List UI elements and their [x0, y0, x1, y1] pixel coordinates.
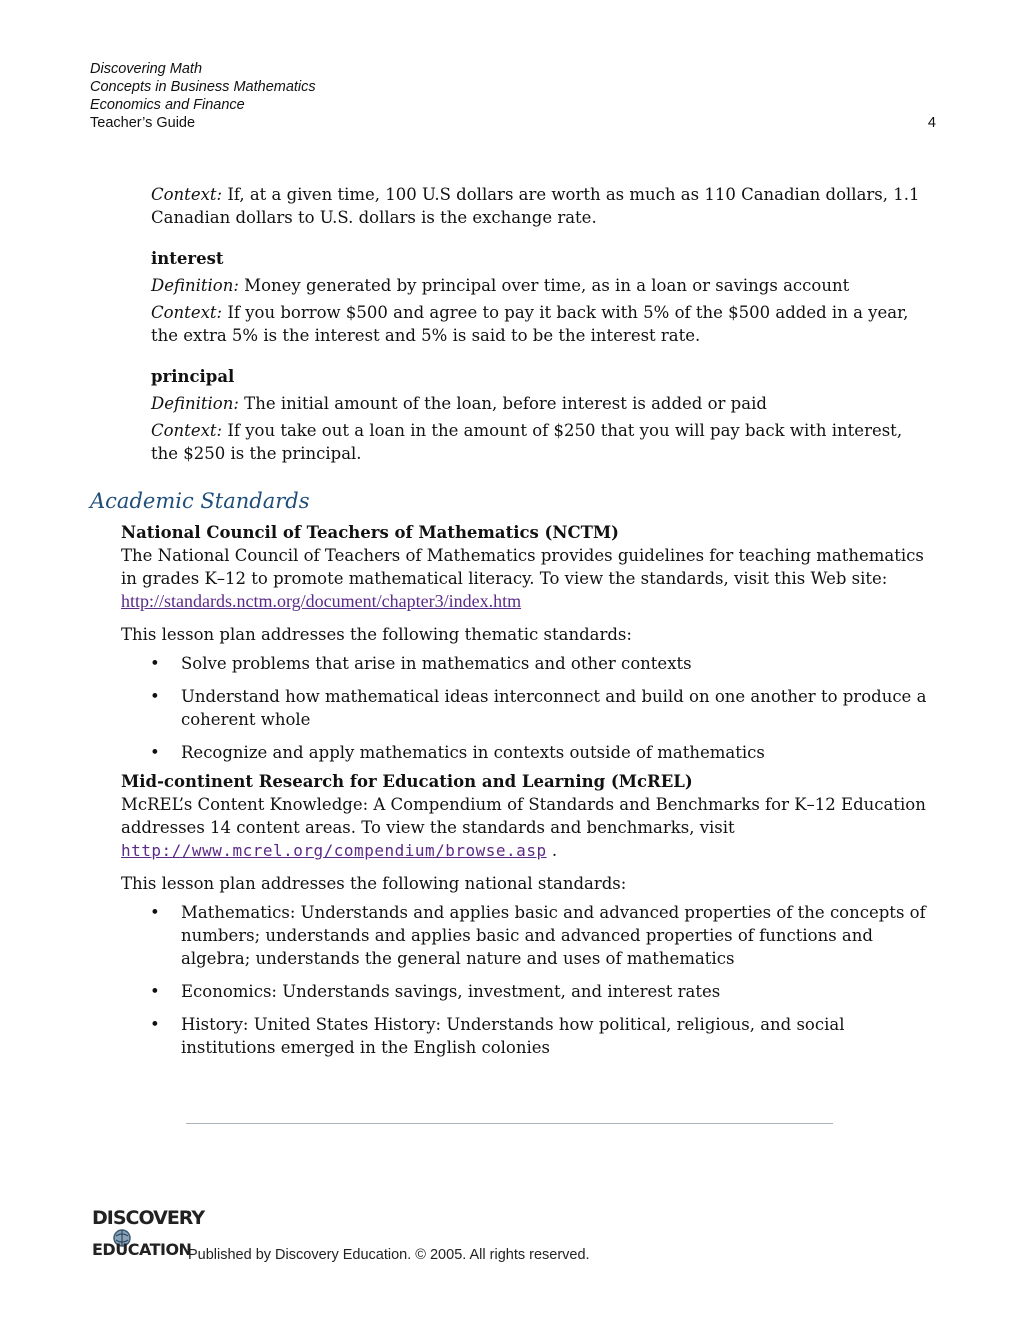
glossary-term-principal: principal	[151, 367, 235, 386]
definition-label: Definition:	[151, 276, 239, 295]
exchange-rate-context	[151, 183, 931, 229]
list-item-text: Economics: Understands savings, investment, and interest rates	[181, 982, 721, 1001]
bullet-icon: •	[150, 903, 160, 922]
glossary	[151, 183, 931, 465]
list-item	[121, 901, 931, 970]
list-item-text: Understand how mathematical ideas interconnect and build on one another to produce a coherent whole	[181, 687, 927, 729]
discovery-education-logo	[92, 1207, 205, 1265]
nctm-lead: This lesson plan addresses the following thematic standards:	[121, 625, 632, 644]
page-number: 4	[927, 115, 936, 131]
link-suffix: .	[546, 841, 558, 860]
header-topic: Economics and Finance	[90, 97, 245, 113]
definition-label: Definition:	[151, 394, 239, 413]
bullet-icon: •	[150, 1015, 160, 1034]
context-text: If, at a given time, 100 U.S dollars are worth as much as 110 Canadian dollars, 1.1 Canadian dollars to U.S. dollars is the exchange rate.	[151, 185, 920, 227]
principal-definition	[151, 392, 931, 415]
list-item	[121, 1013, 931, 1059]
nctm-heading: National Council of Teachers of Mathematics (NCTM)	[121, 523, 619, 542]
mcrel-heading: Mid-continent Research for Education and Learning (McREL)	[121, 772, 693, 791]
logo-wordmark-top: DISCOVERY	[92, 1207, 205, 1229]
bullet-icon: •	[150, 982, 160, 1001]
definition-text: The initial amount of the loan, before interest is added or paid	[238, 394, 767, 413]
interest-context	[151, 301, 931, 347]
bullet-icon: •	[150, 743, 160, 762]
list-item	[121, 652, 931, 675]
bullet-icon: •	[150, 687, 160, 706]
section-title-academic-standards: Academic Standards	[90, 489, 310, 513]
header-series: Discovering Math	[90, 61, 203, 77]
mcrel-standards-list	[121, 901, 931, 1059]
mcrel-link[interactable]: http://www.mcrel.org/compendium/browse.asp	[121, 841, 547, 860]
bullet-icon: •	[150, 654, 160, 673]
context-label: Context:	[151, 303, 223, 322]
header-program: Concepts in Business Mathematics	[90, 79, 316, 95]
list-item-text: History: United States History: Understands how political, religious, and social institutions emerged in the English colonies	[181, 1015, 845, 1057]
logo-wordmark-bottom: EDUCATION	[92, 1240, 192, 1259]
nctm-standards-list	[121, 652, 931, 764]
list-item	[121, 980, 931, 1003]
context-text: If you take out a loan in the amount of $250 that you will pay back with interest, the $250 is the principal.	[151, 421, 903, 463]
mcrel-link-line	[121, 839, 931, 862]
mcrel-body: McREL’s Content Knowledge: A Compendium of Standards and Benchmarks for K–12 Education addresses 14 content areas. To view the standards and benchmarks, visit	[121, 795, 926, 837]
list-item-text: Mathematics: Understands and applies basic and advanced properties of the concepts of numbers; understands and applies basic and advanced properties of functions and algebra; understands the general nature and uses of mathematics	[181, 903, 926, 968]
principal-context	[151, 419, 931, 465]
standards-section	[121, 521, 931, 1069]
list-item	[121, 741, 931, 764]
list-item-text: Solve problems that arise in mathematics and other contexts	[181, 654, 692, 673]
copyright-notice: Published by Discovery Education. © 2005. All rights reserved.	[188, 1247, 590, 1263]
mcrel-lead: This lesson plan addresses the following national standards:	[121, 874, 627, 893]
header-guide: Teacher’s Guide	[90, 115, 196, 131]
nctm-body: The National Council of Teachers of Mathematics provides guidelines for teaching mathematics in grades K–12 to promote mathematical literacy. To view the standards, visit this Web site:	[121, 546, 924, 588]
footer-divider	[186, 1123, 833, 1124]
context-text: If you borrow $500 and agree to pay it back with 5% of the $500 added in a year, the extra 5% is the interest and 5% is said to be the interest rate.	[151, 303, 909, 345]
list-item	[121, 685, 931, 731]
context-label: Context:	[151, 421, 223, 440]
context-label: Context:	[151, 185, 223, 204]
interest-definition	[151, 274, 931, 297]
nctm-link[interactable]: http://standards.nctm.org/document/chapter3/index.htm	[121, 591, 522, 611]
page-header	[90, 60, 936, 132]
definition-text: Money generated by principal over time, as in a loan or savings account	[238, 276, 850, 295]
glossary-term-interest: interest	[151, 249, 224, 268]
list-item-text: Recognize and apply mathematics in contexts outside of mathematics	[181, 743, 765, 762]
